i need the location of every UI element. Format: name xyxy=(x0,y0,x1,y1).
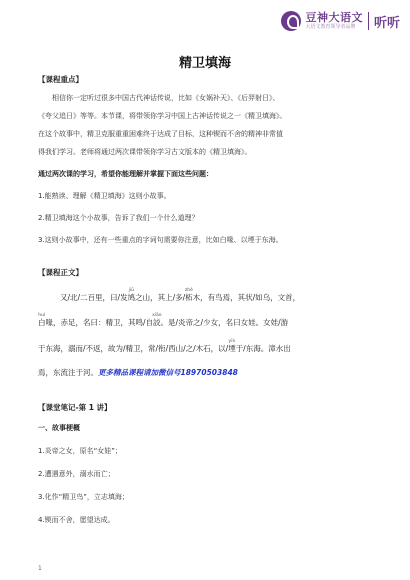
document-title: 精卫填海 xyxy=(178,56,231,71)
section-notes xyxy=(38,404,378,524)
paragraph-line: 得我们学习。老师将通过两次课带领你学习古文版本的《精卫填海》。 xyxy=(38,147,252,156)
brand-divider xyxy=(368,12,369,30)
section-text-heading-wrap xyxy=(38,269,378,277)
paragraph-line: 相信你一定听过很多中国古代神话传说，比如《女娲补天》、《后羿射日》、 xyxy=(52,93,280,102)
note-item: 3.化作“精卫鸟”，立志填海； xyxy=(38,492,129,501)
ruby-char: 白huì xyxy=(38,313,46,327)
brand-block xyxy=(305,12,363,30)
brand-secondary: 听听 xyxy=(373,15,400,31)
brand-name: 豆神大语文 xyxy=(305,11,363,24)
page-number: 1 xyxy=(38,565,42,572)
logo-icon xyxy=(281,11,301,31)
ruby-char: 堙yīn xyxy=(228,339,236,353)
section-heading: 【课程正文】 xyxy=(38,268,83,277)
goal-statement: 通过两次课的学习，希望你能理解并掌握下面这些问题： xyxy=(38,169,213,178)
text-line: 白huì喙，赤足，名曰：精卫，其鸣/自詨xiāo。是/炎帝之/少女，名曰女娃。女娃/游 xyxy=(38,313,289,327)
note-item: 4.锲而不舍，愿望达成。 xyxy=(38,515,115,524)
brand-subtitle: 大语文教育领导者品牌 xyxy=(305,24,356,30)
text-line: 焉，东流注于河。更多精品课程请加微信号18970503848 xyxy=(38,368,238,377)
header xyxy=(281,6,400,36)
watermark-text: 更多精品课程请加微信号18970503848 xyxy=(98,368,238,377)
classical-text xyxy=(38,288,390,385)
text-line: 于东海，溺而/不返，故为/精卫，常/衔/西山/之/木石，以/堙yīn于/东海。漳水出 xyxy=(38,339,291,353)
question-item: 3.这则小故事中，还有一些重点的字词句需要你注意，比如白喙、以堙于东海。 xyxy=(38,235,283,244)
question-item: 1.能熟读、理解《精卫填海》这则小故事。 xyxy=(38,191,171,200)
note-item: 1.炎帝之女，原名“女娃”； xyxy=(38,446,122,455)
text-line: 又/北/二百里，曰/发鸠jiū之山，其上/多/柘zhè木，有鸟焉，其状/如乌，文首， xyxy=(60,288,301,302)
note-item: 2.遭遇意外，溺水而亡； xyxy=(38,469,115,478)
section-heading: 【课堂笔记-第 1 讲】 xyxy=(38,403,112,412)
section-focus xyxy=(38,76,378,244)
question-item: 2.精卫填海这个小故事，告诉了我们一个什么道理？ xyxy=(38,213,199,222)
ruby-char: 詨xiāo xyxy=(152,313,162,327)
ruby-char: 柘zhè xyxy=(184,288,193,302)
paragraph-line: 《夸父追日》等等。本节课，将带领你学习中国上古神话传说之一《精卫填海》。 xyxy=(38,111,287,120)
sub-heading: 一、故事梗概 xyxy=(38,423,80,432)
ruby-char: 鸠jiū xyxy=(127,288,136,302)
section-heading: 【课程重点】 xyxy=(38,75,83,84)
paragraph-line: 在这个故事中，精卫克服重重困难终于达成了目标，这种锲而不舍的精神非常值 xyxy=(38,129,283,138)
